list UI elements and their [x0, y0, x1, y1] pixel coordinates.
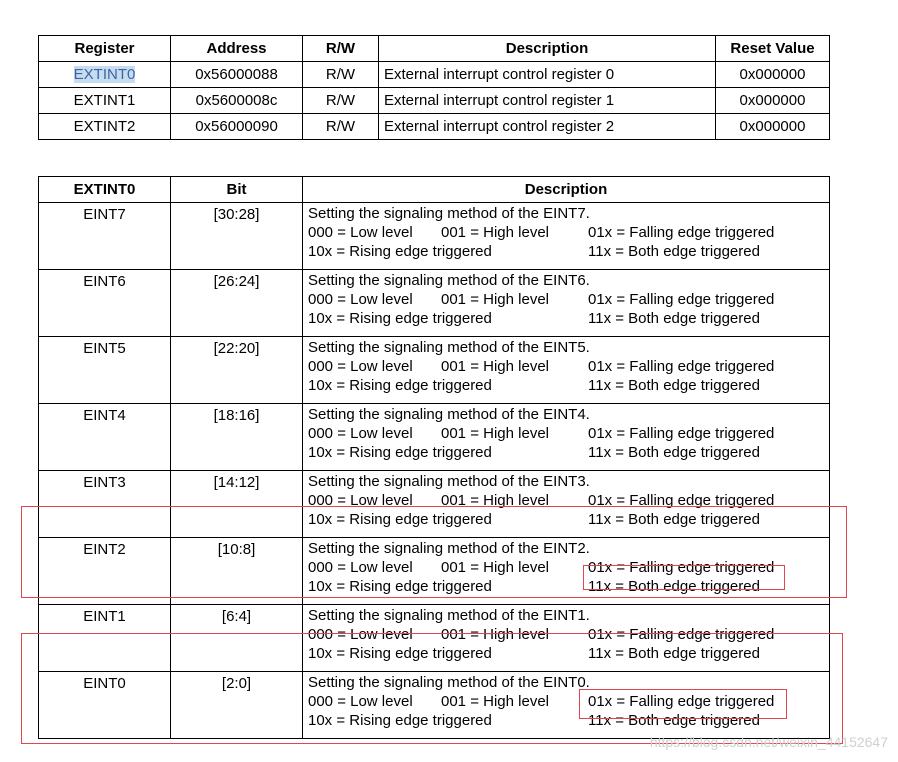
legend-both-edge: 11x = Both edge triggered	[588, 377, 760, 394]
legend-high-level: 001 = High level	[441, 291, 549, 308]
register-address-text: 0x56000090	[195, 118, 278, 135]
register-name-text: EXTINT2	[73, 118, 136, 135]
register-address-text: 0x5600008c	[195, 92, 278, 109]
watermark: https://blog.csdn.net/weixin_44152647	[649, 734, 888, 750]
bit-row	[39, 404, 830, 471]
legend-high-level: 001 = High level	[441, 492, 549, 509]
legend-line-2	[308, 309, 829, 328]
bit-range: [2:0]	[171, 672, 303, 739]
legend-rising-edge: 10x = Rising edge triggered	[308, 444, 492, 461]
register-reset-value-text: 0x000000	[739, 66, 806, 83]
setting-line: Setting the signaling method of the EINT3.	[308, 473, 590, 490]
bit-table-header	[39, 177, 830, 203]
register-description	[379, 114, 716, 140]
setting-line: Setting the signaling method of the EINT1.	[308, 607, 590, 624]
setting-line: Setting the signaling method of the EINT7.	[308, 205, 590, 222]
legend-falling-edge: 01x = Falling edge triggered	[588, 626, 775, 643]
eint-name: EINT6	[39, 270, 171, 337]
bit-range: [30:28]	[171, 203, 303, 270]
eint0-both-edge-annotation	[579, 689, 787, 719]
register-row	[39, 62, 830, 88]
col-bit-header: Bit	[171, 177, 303, 203]
register-rw	[303, 62, 379, 88]
register-name-text: EXTINT0	[73, 66, 136, 83]
legend-falling-edge: 01x = Falling edge triggered	[588, 559, 775, 576]
legend-rising-edge: 10x = Rising edge triggered	[308, 645, 492, 662]
legend-low-level: 000 = Low level	[308, 693, 413, 710]
bit-range: [18:16]	[171, 404, 303, 471]
bit-description	[303, 337, 830, 404]
legend-high-level: 001 = High level	[441, 358, 549, 375]
register-name	[39, 114, 171, 140]
eint-name: EINT4	[39, 404, 171, 471]
eint-name: EINT5	[39, 337, 171, 404]
legend-low-level: 000 = Low level	[308, 626, 413, 643]
legend-low-level: 000 = Low level	[308, 358, 413, 375]
register-description	[379, 88, 716, 114]
legend-rising-edge: 10x = Rising edge triggered	[308, 578, 492, 595]
legend-both-edge: 11x = Both edge triggered	[588, 511, 760, 528]
legend-falling-edge: 01x = Falling edge triggered	[588, 358, 775, 375]
register-address	[171, 62, 303, 88]
legend-low-level: 000 = Low level	[308, 224, 413, 241]
setting-line: Setting the signaling method of the EINT2.	[308, 540, 590, 557]
register-name-text: EXTINT1	[73, 92, 136, 109]
register-table-header	[39, 36, 830, 62]
legend-rising-edge: 10x = Rising edge triggered	[308, 310, 492, 327]
register-reset-value	[716, 62, 830, 88]
register-address	[171, 88, 303, 114]
legend-rising-edge: 10x = Rising edge triggered	[308, 243, 492, 260]
bit-range: [22:20]	[171, 337, 303, 404]
register-rw-text: R/W	[325, 66, 356, 83]
eint-name: EINT7	[39, 203, 171, 270]
bit-row	[39, 270, 830, 337]
register-address-text: 0x56000088	[195, 66, 278, 83]
legend-line-1	[308, 424, 829, 443]
legend-line-1	[308, 223, 829, 242]
legend-rising-edge: 10x = Rising edge triggered	[308, 712, 492, 729]
setting-line: Setting the signaling method of the EINT0.	[308, 674, 590, 691]
col-extint0-header: EXTINT0	[39, 177, 171, 203]
register-table	[38, 35, 830, 140]
bit-range: [14:12]	[171, 471, 303, 538]
legend-falling-edge: 01x = Falling edge triggered	[588, 224, 775, 241]
register-reset-value	[716, 114, 830, 140]
register-rw-text: R/W	[325, 92, 356, 109]
register-description	[379, 62, 716, 88]
eint-name: EINT2	[39, 538, 171, 605]
legend-high-level: 001 = High level	[441, 693, 549, 710]
legend-low-level: 000 = Low level	[308, 425, 413, 442]
register-row	[39, 88, 830, 114]
legend-high-level: 001 = High level	[441, 224, 549, 241]
register-reset-value-text: 0x000000	[739, 92, 806, 109]
legend-both-edge: 11x = Both edge triggered	[588, 310, 760, 327]
register-row	[39, 114, 830, 140]
legend-line-2	[308, 443, 829, 462]
legend-line-2	[308, 376, 829, 395]
legend-rising-edge: 10x = Rising edge triggered	[308, 377, 492, 394]
legend-rising-edge: 10x = Rising edge triggered	[308, 511, 492, 528]
register-name	[39, 88, 171, 114]
setting-line: Setting the signaling method of the EINT5.	[308, 339, 590, 356]
bit-description	[303, 404, 830, 471]
legend-low-level: 000 = Low level	[308, 559, 413, 576]
register-rw-text: R/W	[325, 118, 356, 135]
eint-name: EINT3	[39, 471, 171, 538]
register-reset-value-text: 0x000000	[739, 118, 806, 135]
bit-row	[39, 203, 830, 270]
legend-both-edge: 11x = Both edge triggered	[588, 444, 760, 461]
register-description-text: External interrupt control register 2	[384, 118, 615, 135]
legend-both-edge: 11x = Both edge triggered	[588, 645, 760, 662]
eint-name: EINT0	[39, 672, 171, 739]
col-rw-header: R/W	[303, 36, 379, 62]
bit-range: [6:4]	[171, 605, 303, 672]
register-rw	[303, 114, 379, 140]
col-bit-description-header: Description	[303, 177, 830, 203]
legend-both-edge: 11x = Both edge triggered	[588, 243, 760, 260]
legend-line-2	[308, 242, 829, 261]
legend-falling-edge: 01x = Falling edge triggered	[588, 492, 775, 509]
legend-high-level: 001 = High level	[441, 559, 549, 576]
setting-line: Setting the signaling method of the EINT4.	[308, 406, 590, 423]
legend-line-1	[308, 357, 829, 376]
legend-low-level: 000 = Low level	[308, 492, 413, 509]
register-reset-value	[716, 88, 830, 114]
register-description-text: External interrupt control register 0	[384, 66, 615, 83]
bit-description	[303, 270, 830, 337]
col-address-header: Address	[171, 36, 303, 62]
legend-line-1	[308, 290, 829, 309]
register-description-text: External interrupt control register 1	[384, 92, 615, 109]
bit-range: [26:24]	[171, 270, 303, 337]
legend-falling-edge: 01x = Falling edge triggered	[588, 425, 775, 442]
bit-range: [10:8]	[171, 538, 303, 605]
legend-high-level: 001 = High level	[441, 425, 549, 442]
col-reset-value-header: Reset Value	[716, 36, 830, 62]
eint2-both-edge-annotation	[583, 565, 785, 590]
legend-falling-edge: 01x = Falling edge triggered	[588, 291, 775, 308]
legend-falling-edge: 01x = Falling edge triggered	[588, 693, 775, 710]
register-rw	[303, 88, 379, 114]
legend-high-level: 001 = High level	[441, 626, 549, 643]
register-address	[171, 114, 303, 140]
legend-both-edge: 11x = Both edge triggered	[588, 712, 760, 729]
register-name	[39, 62, 171, 88]
col-register-header: Register	[39, 36, 171, 62]
col-description-header: Description	[379, 36, 716, 62]
eint-name: EINT1	[39, 605, 171, 672]
setting-line: Setting the signaling method of the EINT6.	[308, 272, 590, 289]
legend-both-edge: 11x = Both edge triggered	[588, 578, 760, 595]
bit-row	[39, 337, 830, 404]
legend-low-level: 000 = Low level	[308, 291, 413, 308]
bit-description	[303, 203, 830, 270]
